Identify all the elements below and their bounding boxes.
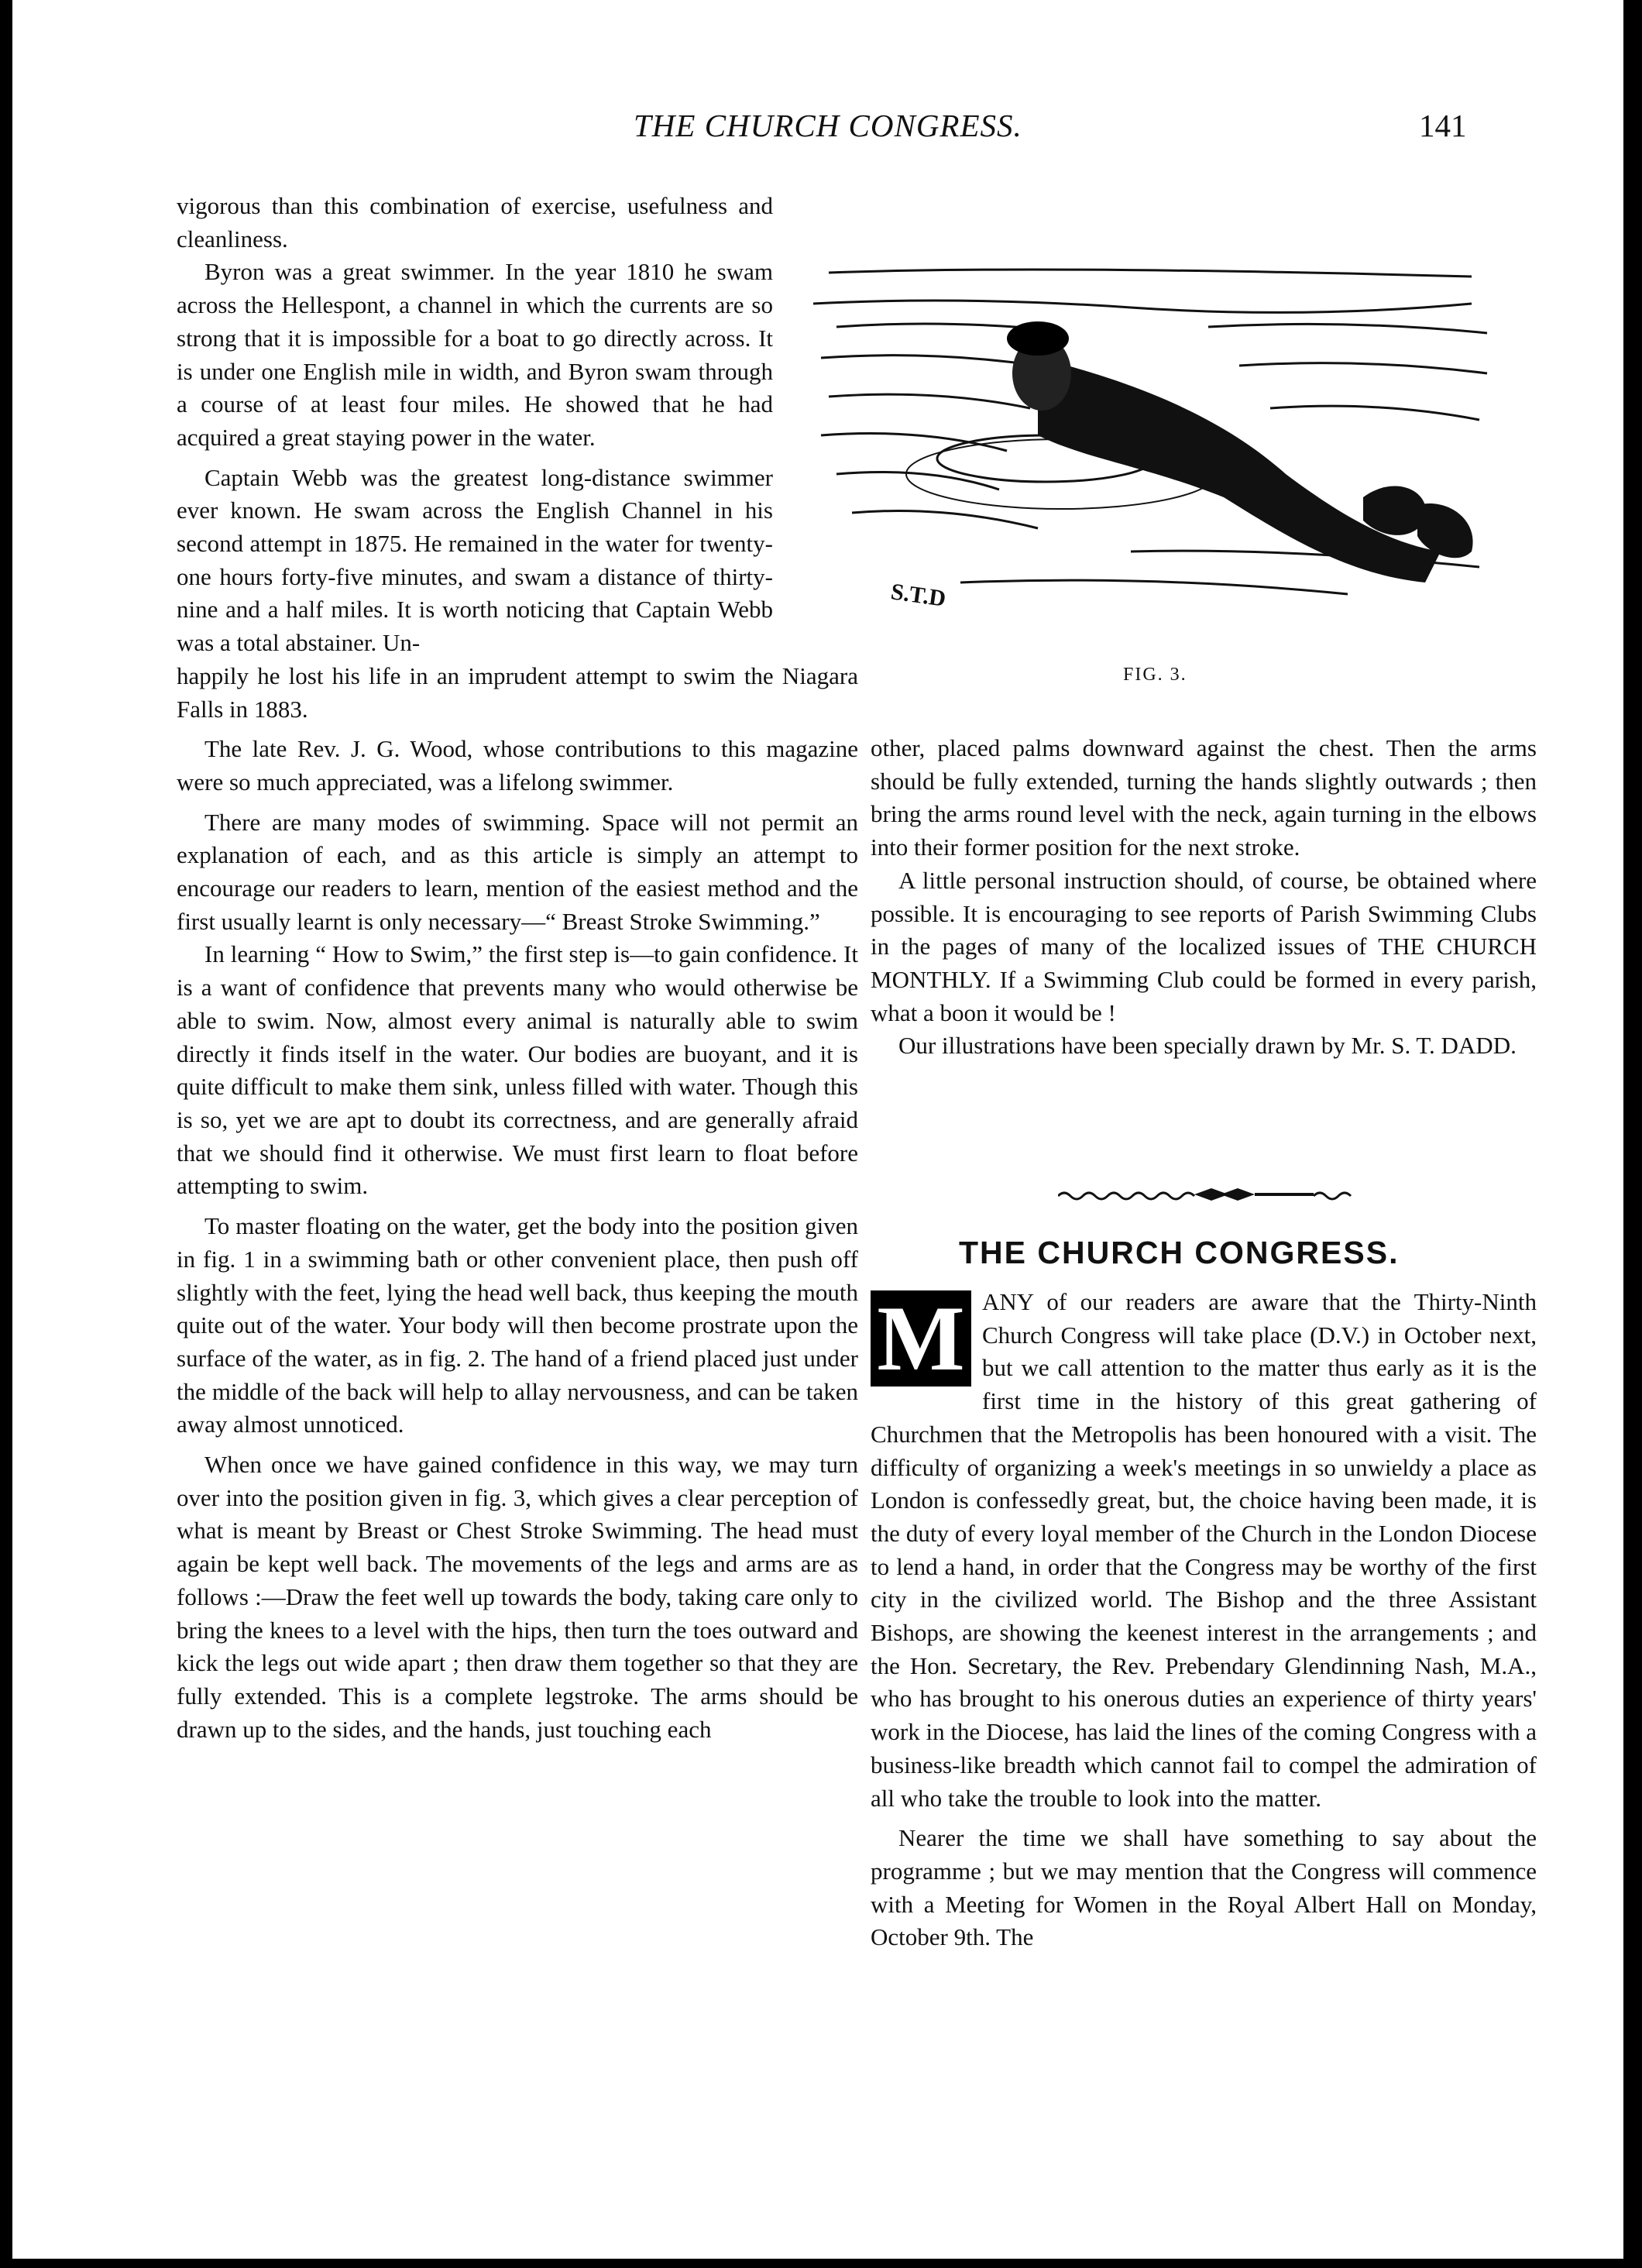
page-number: 141	[1419, 108, 1467, 143]
paragraph-arms: other, placed palms downward against the chest. Then the arms should be fully extended, turning the hands slightly outwards ; then bring the arms round level with the neck, again turning in the elbows into their former position for the next stroke.	[871, 734, 1537, 861]
paragraph-byron: Byron was a great swimmer. In the year 1810 he swam across the Hellespont, a channel in which the currents are so strong that it is impossible for a boat to go directly across. It is under one English mile in width, and Byron swam through a course of at least four miles. He showed that he had acquired a great staying power in the water.	[177, 258, 773, 451]
divider-ornament-icon	[1058, 1185, 1368, 1204]
paragraph-webb-continued: happily he lost his life in an imprudent attempt to swim the Niagara Falls in 1883.	[177, 662, 858, 723]
paragraph-confidence: In learning “ How to Swim,” the first step is—to gain confidence. It is a want of confidence that prevents many who would otherwise be able to swim. Now, almost every animal is naturally able to swim directly it finds itself in the water. Our bodies are buoyant, and it is quite difficult to make them sink, unless filled with water. Though this is so, yet we are apt to doubt its correctness, and are generally afraid that we should find it otherwise. We must first learn to float before attempting to swim.	[177, 940, 858, 1200]
artist-signature: S.T.D	[889, 579, 948, 612]
running-title: THE CHURCH CONGRESS.	[634, 108, 1022, 143]
paragraph-wood: The late Rev. J. G. Wood, whose contributions to this magazine were so much appreciated, was a lifelong swimmer.	[177, 735, 858, 796]
dropcap-letter: M	[871, 1290, 971, 1387]
paragraph-modes: There are many modes of swimming. Space will not permit an explanation of each, and as this article is simply an attempt to encourage our readers to learn, mention of the easiest method and the first usually learnt is only necessary—“ Breast Stroke Swimming.”	[177, 808, 858, 935]
scan-edge-right	[1623, 0, 1642, 2268]
right-column	[871, 732, 1537, 1063]
paragraph-programme: Nearer the time we shall have something to say about the programme ; but we may mention that the Congress will commence with a Meeting for Women in the Royal Albert Hall on Monday, October 9th. The	[871, 1824, 1537, 1951]
left-column-narrow-block	[177, 190, 773, 660]
figure-caption: FIG. 3.	[1123, 665, 1187, 685]
paragraph: vigorous than this combination of exercise, usefulness and cleanliness.	[177, 192, 773, 253]
paragraph-congress: ANY of our readers are aware that the Thirty-Ninth Church Congress will take place (D.V.) in October next, but we call attention to the matter thus early as it is the first time in the history of this great gathering of Churchmen that the Metropolis has been honoured with a visit. The difficulty of organizing a week's meetings in so unwieldy a place as London is confessedly great, but, the choice having been made, it is the duty of every loyal member of the Church in the London Diocese to lend a hand, in order that the Congress may be worthy of the first city in the civilized world. The Bishop and the three Assistant Bishops, are showing the keenest interest in the arrangements ; and the Hon. Secretary, the Rev. Prebendary Glendinning Nash, M.A., who has brought to his onerous duties an experience of thirty years' work in the Diocese, has laid the lines of the coming Congress with a business-like breadth which cannot fail to compel the admiration of all who take the trouble to look into the matter.	[871, 1288, 1537, 1812]
ornamental-divider	[1058, 1185, 1368, 1204]
paragraph-webb: Captain Webb was the greatest long-distance swimmer ever known. He swam across the English Channel in his second attempt in 1875. He remained in the water for twenty-one hours forty-five minutes, and swam a distance of thirty-nine and a half miles. It is worth noticing that Captain Webb was a total abstainer. Un-	[177, 463, 773, 657]
paragraph-floating: To master floating on the water, get the body into the position given in fig. 1 in a swimming bath or other convenient place, then push off slightly with the feet, lying the head well back, thus keeping the mouth quite out of the water. Your body will then become prostrate upon the surface of the water, as in fig. 2. The hand of a friend placed just under the middle of the back will help to allay nervousness, and can be taken away almost unnoticed.	[177, 1212, 858, 1438]
paragraph-breast-stroke: When once we have gained confidence in this way, we may turn over into the position given in fig. 3, which gives a clear perception of what is meant by Breast or Chest Stroke Swimming. The head must again be kept well back. The movements of the legs and arms are as follows :—Draw the feet well up towards the body, taking care only to bring the knees to a level with the hips, then turn the toes outward and kick the legs out wide apart ; then draw them together so that they are fully extended. This is a complete legstroke. The arms should be drawn up to the sides, and the hands, just touching each	[177, 1451, 858, 1743]
congress-article	[871, 1286, 1537, 1954]
paragraph-illustrations-credit: Our illustrations have been specially drawn by Mr. S. T. DADD.	[898, 1032, 1517, 1060]
scan-edge-left	[0, 0, 12, 2268]
swimmer-illustration	[806, 242, 1495, 644]
left-column	[177, 190, 858, 1746]
scan-edge-bottom	[0, 2259, 1642, 2268]
paragraph-instruction: A little personal instruction should, of course, be obtained where possible. It is encouraging to see reports of Parish Swimming Clubs in the pages of many of the localized issues of THE CHURCH MONTHLY. If a Swimming Club could be formed in every parish, what a boon it would be !	[871, 866, 1537, 1026]
section-heading: THE CHURCH CONGRESS.	[959, 1235, 1400, 1270]
